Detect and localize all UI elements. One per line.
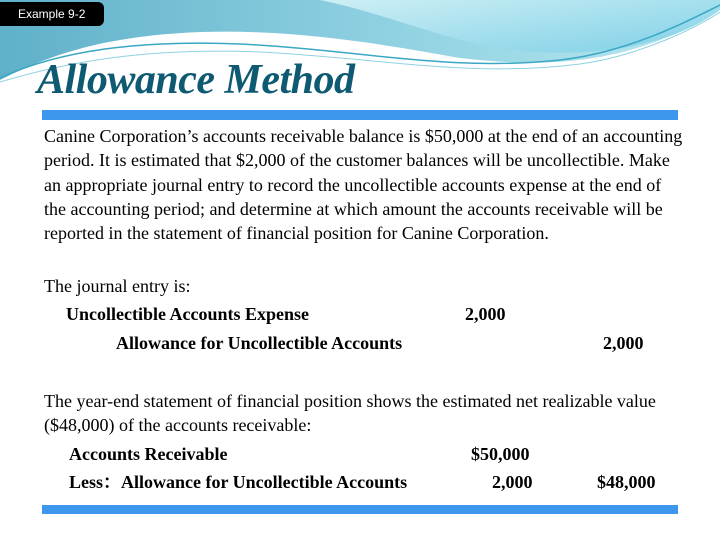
bottom-divider	[42, 505, 678, 514]
less-label: Less：Allowance for Uncollectible Accounts	[69, 472, 408, 492]
slide-title: Allowance Method	[37, 57, 355, 103]
example-tag: Example 9-2	[0, 2, 104, 26]
credit-account: Allowance for Uncollectible Accounts	[116, 333, 403, 353]
title-divider	[42, 110, 678, 120]
statement-intro: The year-end statement of financial position shows the estimated net realizable value ($48,000) of the accounts receivable:	[44, 391, 656, 436]
net-amount: $48,000	[597, 472, 656, 492]
problem-text: Canine Corporation’s accounts receivable balance is $50,000 at the end of an accounting period. It is estimated that $2,000 of the customer balances will be uncollectible. Make an appropriate journal entry to record the uncollectible accounts expense at the end of the accounting period; and determine at which amount the accounts receivable will be reported in the statement of financial position for Canine Corporation.	[44, 126, 683, 244]
credit-amount: 2,000	[603, 333, 644, 353]
less-amount: 2,000	[492, 472, 533, 492]
debit-account: Uncollectible Accounts Expense	[66, 304, 309, 324]
journal-intro: The journal entry is:	[44, 276, 191, 296]
ar-label: Accounts Receivable	[69, 444, 228, 464]
debit-amount: 2,000	[465, 304, 506, 324]
ar-amount: $50,000	[471, 444, 530, 464]
